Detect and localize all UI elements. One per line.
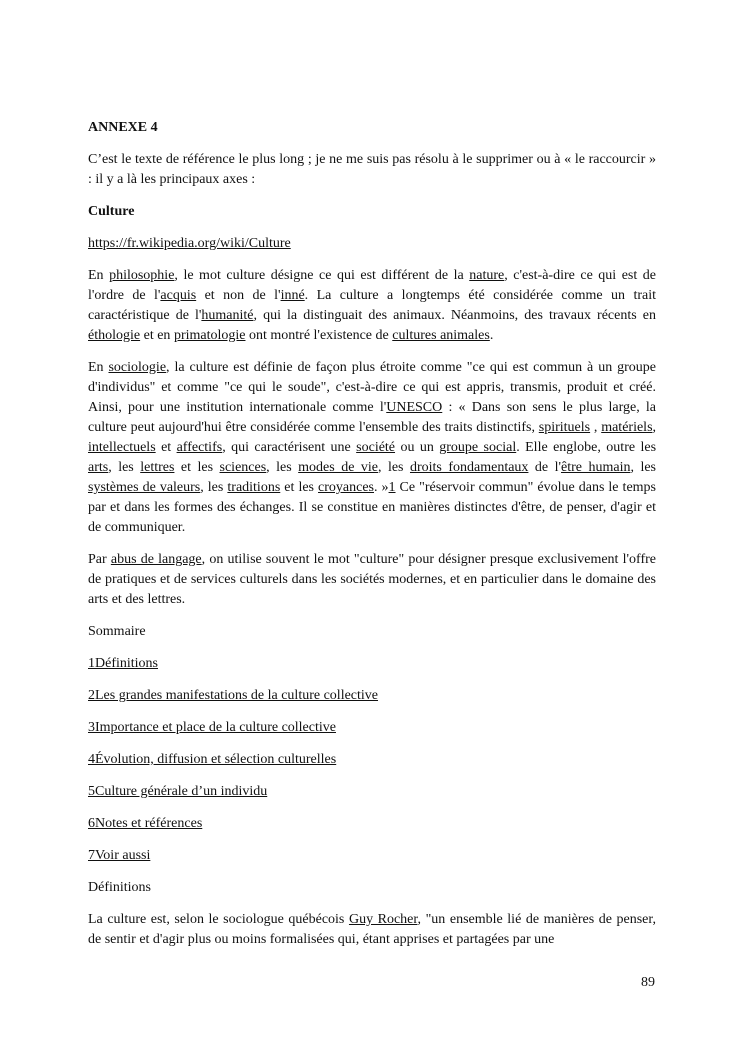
toc-title: Sommaire xyxy=(88,624,146,639)
link-systemes-de-valeurs[interactable]: systèmes de valeurs xyxy=(88,480,201,495)
table-of-contents xyxy=(88,654,656,866)
paragraph-definition: La culture est, selon le sociologue québécois Guy Rocher, "un ensemble lié de manières de penser, de sentir et d'agir plus ou moins formalisées qui, étant apprises et partagées par une xyxy=(88,912,656,947)
toc-item xyxy=(88,750,656,770)
link-cultures-animales[interactable]: cultures animales xyxy=(392,328,490,343)
toc-item xyxy=(88,846,656,866)
toc-item xyxy=(88,814,656,834)
link-materiels[interactable]: matériels xyxy=(601,420,653,435)
link-groupe-social[interactable]: groupe social xyxy=(439,440,517,455)
paragraph-sociology: En sociologie, la culture est définie de façon plus étroite comme "ce qui est commun à un groupe d'individus" et comme "ce qui le soude", c'est-à-dire ce qui est appris, transmis, produit et créé. Ainsi, pour une institution internationale comme l'UNESCO : « Dans son sens le plus large, la culture peut aujourd'hui être considérée comme l'ensemble des traits distinctifs, spirituels , matériels, intellectuels et affectifs, qui caractérisent une société ou un groupe social. Elle englobe, outre les arts, les lettres et les sciences, les modes de vie, les droits fondamentaux de l'être humain, les systèmes de valeurs, les traditions et les croyances. »1 Ce "réservoir commun" évolue dans le temps par et dans les formes des échanges. Il se constitue en manières distinctes d'être, de penser, d'agir et de communiquer. xyxy=(88,360,657,535)
toc-item xyxy=(88,782,656,802)
definitions-title: Définitions xyxy=(88,880,151,895)
link-humanite[interactable]: humanité xyxy=(201,308,254,323)
toc-item xyxy=(88,718,656,738)
link-societe[interactable]: société xyxy=(356,440,396,455)
paragraph-abus-de-langage: Par abus de langage, on utilise souvent le mot "culture" pour désigner presque exclusivement l'offre de pratiques et de services culturels dans les sociétés modernes, et en particulier dans le domaine des arts et des lettres. xyxy=(88,552,656,607)
link-ethologie[interactable]: éthologie xyxy=(88,328,141,343)
link-acquis[interactable]: acquis xyxy=(160,288,197,303)
toc-link-manifestations[interactable]: 2Les grandes manifestations de la culture collective xyxy=(88,688,379,703)
source-url-link[interactable]: https://fr.wikipedia.org/wiki/Culture xyxy=(88,236,291,251)
link-droits-fondamentaux[interactable]: droits fondamentaux xyxy=(409,460,529,475)
document-page xyxy=(88,118,656,962)
toc-link-culture-generale[interactable]: 5Culture générale d’un individu xyxy=(88,784,268,799)
link-sociologie[interactable]: sociologie xyxy=(108,360,167,375)
link-affectifs[interactable]: affectifs xyxy=(176,440,223,455)
section-title: Culture xyxy=(88,204,135,219)
link-traditions[interactable]: traditions xyxy=(227,480,281,495)
footnote-link-1[interactable]: 1 xyxy=(388,480,396,495)
toc-item xyxy=(88,654,656,674)
link-abus-de-langage[interactable]: abus de langage xyxy=(110,552,202,567)
link-philosophie[interactable]: philosophie xyxy=(109,268,175,283)
link-modes-de-vie[interactable]: modes de vie xyxy=(298,460,378,475)
toc-item xyxy=(88,686,656,706)
intro-paragraph: C’est le texte de référence le plus long ; je ne me suis pas résolu à le supprimer ou à « le raccourcir » : il y a là les principaux axes : xyxy=(88,152,656,187)
annex-heading: ANNEXE 4 xyxy=(88,120,158,135)
link-sciences[interactable]: sciences xyxy=(219,460,267,475)
link-croyances[interactable]: croyances xyxy=(318,480,374,495)
link-spirituels[interactable]: spirituels xyxy=(538,420,591,435)
toc-link-importance[interactable]: 3Importance et place de la culture collective xyxy=(88,720,336,735)
toc-link-definitions[interactable]: 1Définitions xyxy=(88,656,158,671)
source-link-line xyxy=(88,234,656,254)
link-unesco[interactable]: UNESCO xyxy=(386,400,443,415)
page-number: 89 xyxy=(641,975,655,990)
link-intellectuels[interactable]: intellectuels xyxy=(88,440,156,455)
link-primatologie[interactable]: primatologie xyxy=(173,328,246,343)
link-guy-rocher[interactable]: Guy Rocher xyxy=(348,912,418,927)
link-etre-humain[interactable]: être humain xyxy=(561,460,631,475)
toc-link-notes[interactable]: 6Notes et références xyxy=(88,816,203,831)
link-nature[interactable]: nature xyxy=(469,268,505,283)
link-arts[interactable]: arts xyxy=(88,460,109,475)
paragraph-philosophy: En philosophie, le mot culture désigne ce qui est différent de la nature, c'est-à-dire ce qui est de l'ordre de l'acquis et non de l'inné. La culture a longtemps été considérée comme un trait caractéristique de l'humanité, qui la distinguait des animaux. Néanmoins, des travaux récents en éthologie et en primatologie ont montré l'existence de cultures animales. xyxy=(88,268,656,343)
link-lettres[interactable]: lettres xyxy=(140,460,175,475)
link-inne[interactable]: inné xyxy=(280,288,305,303)
toc-link-evolution[interactable]: 4Évolution, diffusion et sélection culturelles xyxy=(88,752,337,767)
toc-link-voir-aussi[interactable]: 7Voir aussi xyxy=(88,848,151,863)
